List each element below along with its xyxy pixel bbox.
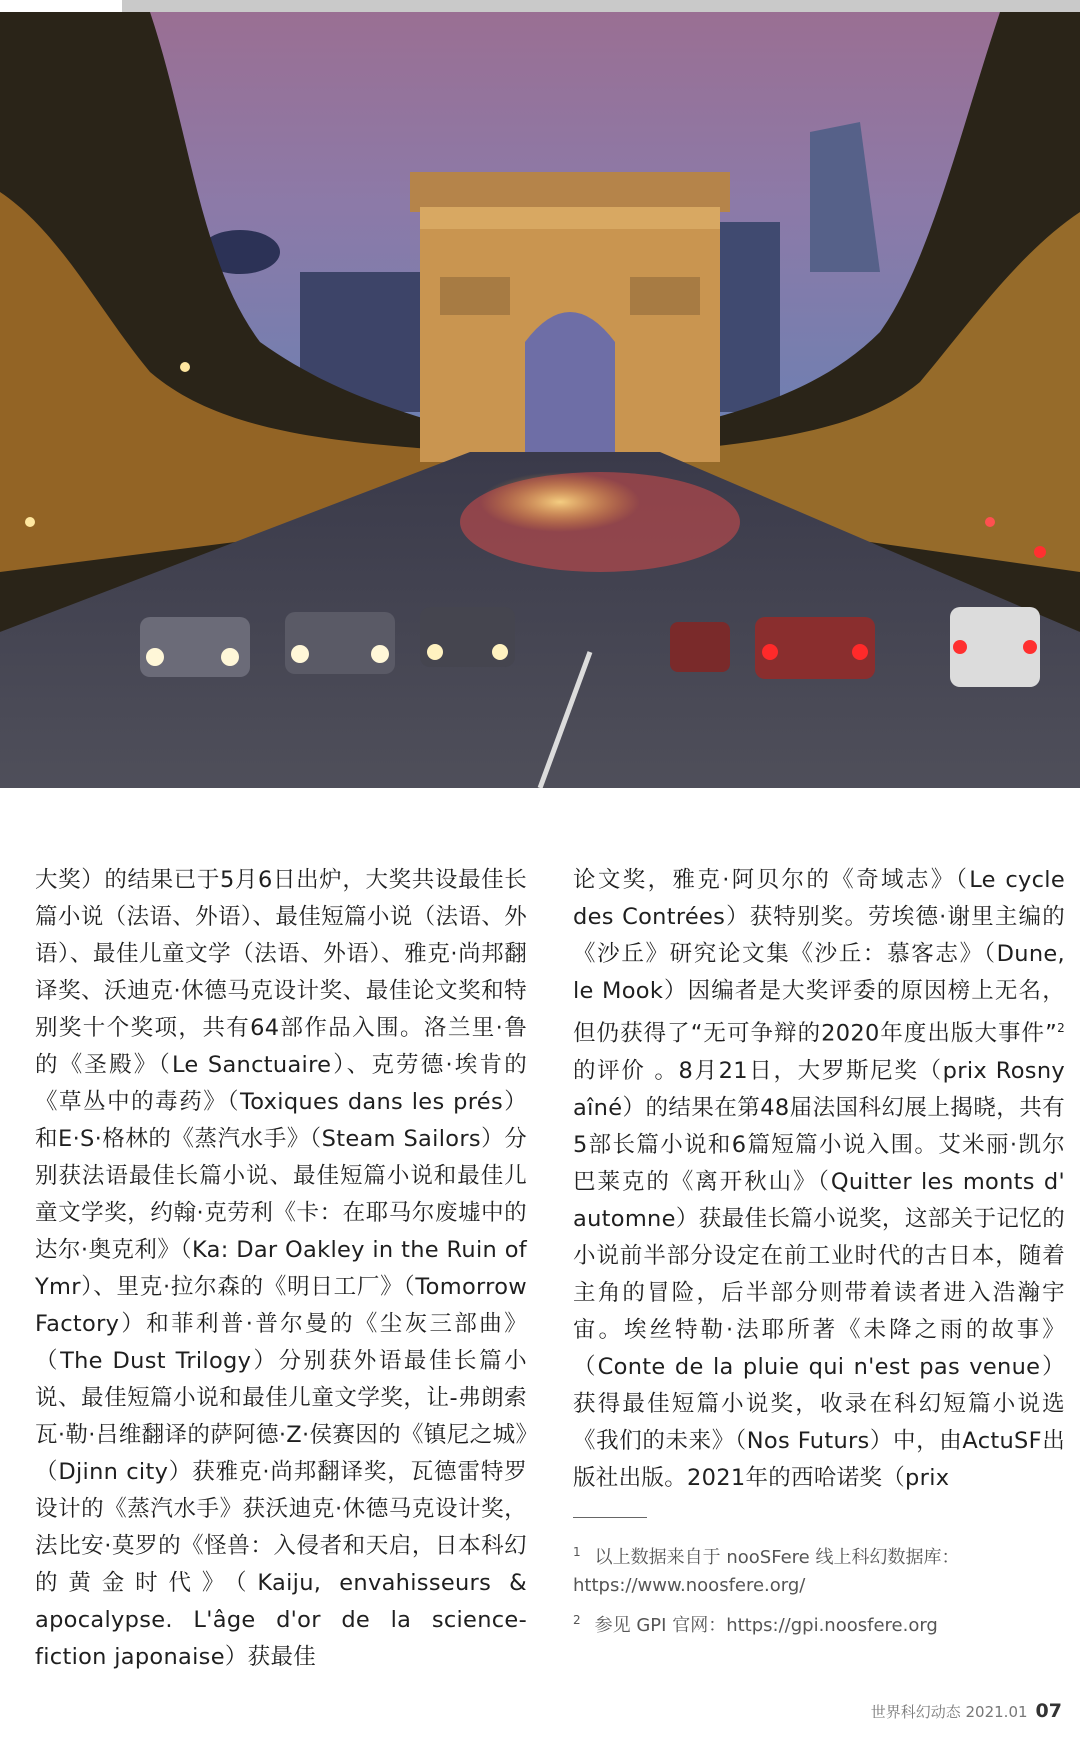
article-paragraph-right [573, 862, 1065, 1497]
article-text-right-1: 论文奖，雅克·阿贝尔的《奇域志》（Le cycle des Contrées）获特别奖。劳埃德·谢里主编的《沙丘》研究论文集《沙丘：慕客志》（Dune, le Mook）因编者是大奖评委的原因榜上无名，但仍获得了“无可争辩的2020年度出版大事件” [573, 867, 1065, 1047]
footnote-ref-2[interactable]: 2 [1057, 1021, 1065, 1035]
footnote-number: 1 [573, 1545, 581, 1559]
footnotes [573, 1538, 1065, 1646]
article-column-left [35, 862, 527, 1676]
footnote-1 [573, 1538, 1065, 1600]
arc-de-triomphe-photo [0, 12, 1080, 788]
footnote-2 [573, 1606, 1065, 1640]
page-number: 07 [1035, 1700, 1062, 1722]
article-column-right [573, 862, 1065, 1497]
publication-label: 世界科幻动态 2021.01 [870, 1703, 1028, 1721]
article-paragraph-left: 大奖）的结果已于5月6日出炉，大奖共设最佳长篇小说（法语、外语）、最佳短篇小说（法语、外语）、最佳儿童文学（法语、外语）、雅克·尚邦翻译奖、沃迪克·休德马克设计奖、最佳论文奖和特别奖十个奖项，共有64部作品入围。洛兰里·鲁的《圣殿》（Le Sanctuaire）、克劳德·埃肯的《草丛中的毒药》（Toxiques dans les prés）和E·S·格林的《蒸汽水手》（Steam Sailors）分别获法语最佳长篇小说、最佳短篇小说和最佳儿童文学奖，约翰·克劳利《卡：在耶马尔废墟中的达尔·奥克利》（Ka: Dar Oakley in the Ruin of Ymr）、里克·拉尔森的《明日工厂》（Tomorrow Factory）和菲利普·普尔曼的《尘灰三部曲》（The Dust Trilogy）分别获外语最佳长篇小说、最佳短篇小说和最佳儿童文学奖，让-弗朗索瓦·勒·吕维翻译的萨阿德·Z·侯赛因的《镇尼之城》（Djinn city）获雅克·尚邦翻译奖，瓦德雷特罗设计的《蒸汽水手》获沃迪克·休德马克设计奖，法比安·莫罗的《怪兽：入侵者和天启，日本科幻的黄金时代》（Kaiju, envahisseurs & apocalypse. L'âge d'or de la science-fiction japonaise）获最佳 [35, 867, 527, 1670]
page-footer [871, 1700, 1062, 1722]
article-text-right-2: 的评价 。8月21日，大罗斯尼奖（prix Rosny aîné）的结果在第48届法国科幻展上揭晓，共有5部长篇小说和6篇短篇小说入围。艾米丽·凯尔巴莱克的《离开秋山》（Quitter les monts d' automne）获最佳长篇小说奖，这部关于记忆的小说前半部分设定在前工业时代的古日本，随着主角的冒险，后半部分则带着读者进入浩瀚宇宙。埃丝特勒·法耶所著《未降之雨的故事》（Conte de la pluie qui n'est pas venue）获得最佳短篇小说奖，收录在科幻短篇小说选《我们的未来》（Nos Futurs）中，由ActuSF出版社出版。2021年的西哈诺奖（prix [573, 1057, 1065, 1491]
top-rule [122, 0, 1080, 12]
footnote-number: 2 [573, 1613, 581, 1627]
footnote-text[interactable]: 以上数据来自于 nooSFere 线上科幻数据库：https://www.noosfere.org/ [573, 1547, 960, 1596]
footnote-divider [573, 1517, 647, 1518]
footnote-text[interactable]: 参见 GPI 官网：https://gpi.noosfere.org [594, 1615, 938, 1636]
